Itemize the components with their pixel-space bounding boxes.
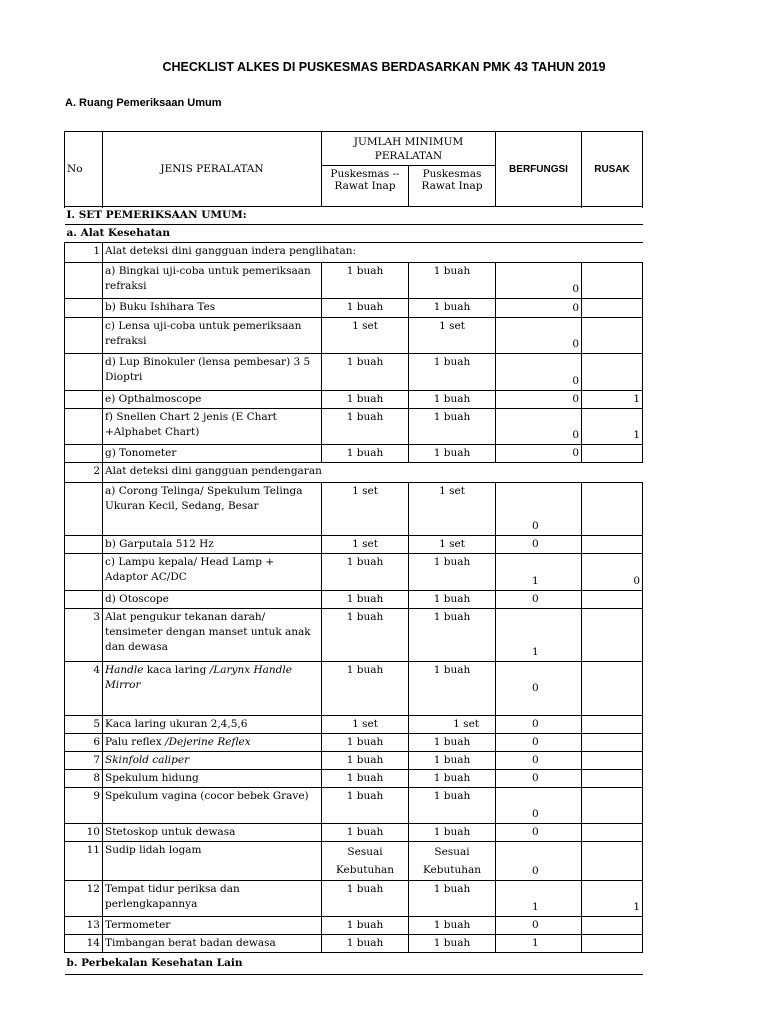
qty-b: 1 set (409, 483, 496, 536)
item-no: 10 (65, 824, 103, 842)
rusak-value (582, 770, 643, 788)
qty-b: Sesuai Kebutuhan (409, 842, 496, 881)
section-row (65, 207, 643, 225)
berfungsi-value: 0 (496, 409, 582, 445)
table-row (65, 445, 643, 463)
group-label: Alat deteksi dini gangguan indera penglihatan: (103, 243, 643, 263)
qty-b: 1 buah (409, 263, 496, 299)
item-no: 3 (65, 609, 103, 662)
qty-b: 1 buah (409, 734, 496, 752)
qty-b: 1 buah (409, 788, 496, 824)
berfungsi-value: 0 (496, 591, 582, 609)
rusak-value (582, 842, 643, 881)
rusak-value (582, 824, 643, 842)
item-name: Termometer (103, 917, 322, 935)
item-name: Kaca laring ukuran 2,4,5,6 (103, 716, 322, 734)
berfungsi-value: 0 (496, 788, 582, 824)
table-row (65, 409, 643, 445)
table-row (65, 263, 643, 299)
rusak-value (582, 662, 643, 716)
table-row (65, 662, 643, 716)
item-name-plain: Palu reflex (105, 736, 166, 748)
qty-b: 1 buah (409, 554, 496, 591)
equipment-checklist-table (64, 131, 643, 975)
qty-b: 1 buah (409, 935, 496, 953)
group-label: Alat deteksi dini gangguan pendengaran (103, 463, 643, 483)
header-berfungsi: BERFUNGSI (496, 132, 582, 207)
qty-a: 1 buah (322, 734, 409, 752)
qty-a: 1 buah (322, 391, 409, 409)
qty-a: 1 set (322, 536, 409, 554)
berfungsi-value: 0 (496, 662, 582, 716)
group-no: 2 (65, 463, 103, 483)
item-no: 6 (65, 734, 103, 752)
table-row (65, 788, 643, 824)
rusak-value: 0 (582, 554, 643, 591)
berfungsi-value: 0 (496, 917, 582, 935)
qty-a: 1 buah (322, 881, 409, 917)
header-no: No (65, 132, 103, 207)
table-row (65, 483, 643, 536)
item-no: 9 (65, 788, 103, 824)
qty-a: Sesuai Kebutuhan (322, 842, 409, 881)
item-name (103, 734, 322, 752)
qty-b: 1 set (409, 536, 496, 554)
qty-a: 1 buah (322, 591, 409, 609)
qty-a: 1 buah (322, 299, 409, 318)
qty-a: 1 buah (322, 263, 409, 299)
header-puskesmas-b: Puskesmas Rawat Inap (409, 166, 496, 207)
item-name: c) Lampu kepala/ Head Lamp + Adaptor AC/DC (103, 554, 322, 591)
berfungsi-value: 0 (496, 536, 582, 554)
rusak-value (582, 716, 643, 734)
qty-b: 1 buah (409, 752, 496, 770)
rusak-value (582, 263, 643, 299)
table-row (65, 770, 643, 788)
rusak-value (582, 917, 643, 935)
section-row (65, 225, 643, 243)
item-name (103, 662, 322, 716)
item-no: 12 (65, 881, 103, 917)
item-no: 14 (65, 935, 103, 953)
table-row (65, 917, 643, 935)
item-name: f) Snellen Chart 2 jenis (E Chart +Alphabet Chart) (103, 409, 322, 445)
table-row (65, 716, 643, 734)
rusak-value (582, 591, 643, 609)
item-no: 8 (65, 770, 103, 788)
item-name (103, 752, 322, 770)
header-puskesmas-a: Puskesmas -- Rawat Inap (322, 166, 409, 207)
table-row (65, 554, 643, 591)
qty-a: 1 buah (322, 824, 409, 842)
document-title: CHECKLIST ALKES DI PUSKESMAS BERDASARKAN PMK 43 TAHUN 2019 (162, 60, 606, 74)
qty-a: 1 set (322, 318, 409, 354)
item-name: e) Opthalmoscope (103, 391, 322, 409)
table-row (65, 299, 643, 318)
item-name: d) Lup Binokuler (lensa pembesar) 3 5 Dioptri (103, 354, 322, 391)
rusak-value (582, 536, 643, 554)
qty-a: 1 buah (322, 788, 409, 824)
item-name: g) Tonometer (103, 445, 322, 463)
item-name-italic: /Dejerine Reflex (165, 736, 251, 748)
table-row (65, 536, 643, 554)
qty-a: 1 buah (322, 752, 409, 770)
item-no: 4 (65, 662, 103, 716)
berfungsi-value: 0 (496, 263, 582, 299)
qty-a: 1 buah (322, 917, 409, 935)
item-name: Spekulum hidung (103, 770, 322, 788)
rusak-value (582, 354, 643, 391)
table-row (65, 935, 643, 953)
qty-a: 1 buah (322, 609, 409, 662)
qty-b: 1 buah (409, 609, 496, 662)
qty-b: 1 buah (409, 445, 496, 463)
table-row (65, 391, 643, 409)
berfungsi-value: 0 (496, 770, 582, 788)
qty-a: 1 set (322, 483, 409, 536)
qty-b: 1 buah (409, 770, 496, 788)
rusak-value (582, 318, 643, 354)
header-jenis: JENIS PERALATAN (103, 132, 322, 207)
item-name-plain: kaca laring (143, 664, 210, 676)
table-row (65, 752, 643, 770)
qty-b: 1 set (409, 318, 496, 354)
rusak-value (582, 299, 643, 318)
qty-b: 1 buah (409, 881, 496, 917)
qty-a: 1 buah (322, 662, 409, 716)
section-row (65, 953, 643, 975)
item-no: 11 (65, 842, 103, 881)
header-row (65, 132, 643, 166)
item-name: Timbangan berat badan dewasa (103, 935, 322, 953)
berfungsi-value: 1 (496, 554, 582, 591)
berfungsi-value: 0 (496, 483, 582, 536)
table-row (65, 354, 643, 391)
group-row (65, 243, 643, 263)
table-row (65, 824, 643, 842)
rusak-value (582, 752, 643, 770)
rusak-value: 1 (582, 391, 643, 409)
qty-b: 1 buah (409, 591, 496, 609)
qty-b: 1 buah (409, 354, 496, 391)
section-set-pemeriksaan: I. SET PEMERIKSAAN UMUM: (65, 207, 643, 225)
qty-b: 1 buah (409, 917, 496, 935)
berfungsi-value: 0 (496, 299, 582, 318)
qty-b: 1 buah (409, 662, 496, 716)
item-name: c) Lensa uji-coba untuk pemeriksaan refraksi (103, 318, 322, 354)
section-subtitle: A. Ruang Pemeriksaan Umum (65, 97, 222, 109)
rusak-value (582, 788, 643, 824)
berfungsi-value: 0 (496, 354, 582, 391)
item-name: Stetoskop untuk dewasa (103, 824, 322, 842)
rusak-value (582, 734, 643, 752)
item-no: 13 (65, 917, 103, 935)
qty-a: 1 buah (322, 445, 409, 463)
item-name: a) Bingkai uji-coba untuk pemeriksaan refraksi (103, 263, 322, 299)
berfungsi-value: 0 (496, 752, 582, 770)
rusak-value (582, 483, 643, 536)
table-row (65, 591, 643, 609)
rusak-value (582, 445, 643, 463)
rusak-value (582, 609, 643, 662)
berfungsi-value: 0 (496, 391, 582, 409)
qty-a: 1 buah (322, 935, 409, 953)
header-jumlah: JUMLAH MINIMUM PERALATAN (322, 132, 496, 166)
qty-b: 1 buah (409, 824, 496, 842)
qty-b: 1 buah (409, 409, 496, 445)
rusak-value: 1 (582, 409, 643, 445)
berfungsi-value: 0 (496, 318, 582, 354)
group-row (65, 463, 643, 483)
table-row (65, 842, 643, 881)
item-no: 5 (65, 716, 103, 734)
berfungsi-value: 0 (496, 734, 582, 752)
qty-b: 1 set (409, 716, 496, 734)
berfungsi-value: 1 (496, 881, 582, 917)
berfungsi-value: 1 (496, 935, 582, 953)
berfungsi-value: 1 (496, 609, 582, 662)
rusak-value: 1 (582, 881, 643, 917)
group-no: 1 (65, 243, 103, 263)
item-name: Spekulum vagina (cocor bebek Grave) (103, 788, 322, 824)
item-name-italic: Handle (105, 664, 144, 676)
item-name-italic: Skinfold caliper (105, 754, 190, 766)
item-name: b) Buku Ishihara Tes (103, 299, 322, 318)
qty-a: 1 set (322, 716, 409, 734)
berfungsi-value: 0 (496, 445, 582, 463)
qty-a: 1 buah (322, 770, 409, 788)
item-name: Alat pengukur tekanan darah/ tensimeter dengan manset untuk anak dan dewasa (103, 609, 322, 662)
berfungsi-value: 0 (496, 824, 582, 842)
berfungsi-value: 0 (496, 842, 582, 881)
qty-a: 1 buah (322, 554, 409, 591)
header-rusak: RUSAK (582, 132, 643, 207)
item-name: a) Corong Telinga/ Spekulum Telinga Ukuran Kecil, Sedang, Besar (103, 483, 322, 536)
table-row (65, 881, 643, 917)
item-name: Sudip lidah logam (103, 842, 322, 881)
rusak-value (582, 935, 643, 953)
qty-b: 1 buah (409, 299, 496, 318)
section-perbekalan: b. Perbekalan Kesehatan Lain (65, 953, 643, 975)
table-row (65, 609, 643, 662)
table-row (65, 734, 643, 752)
qty-a: 1 buah (322, 409, 409, 445)
item-no: 7 (65, 752, 103, 770)
item-name: Tempat tidur periksa dan perlengkapannya (103, 881, 322, 917)
item-name: b) Garputala 512 Hz (103, 536, 322, 554)
table-row (65, 318, 643, 354)
berfungsi-value: 0 (496, 716, 582, 734)
qty-b: 1 buah (409, 391, 496, 409)
section-alat-kesehatan: a. Alat Kesehatan (65, 225, 643, 243)
item-name: d) Otoscope (103, 591, 322, 609)
qty-a: 1 buah (322, 354, 409, 391)
item-name-italic-2: /Larynx Handle Mirror (105, 664, 292, 691)
